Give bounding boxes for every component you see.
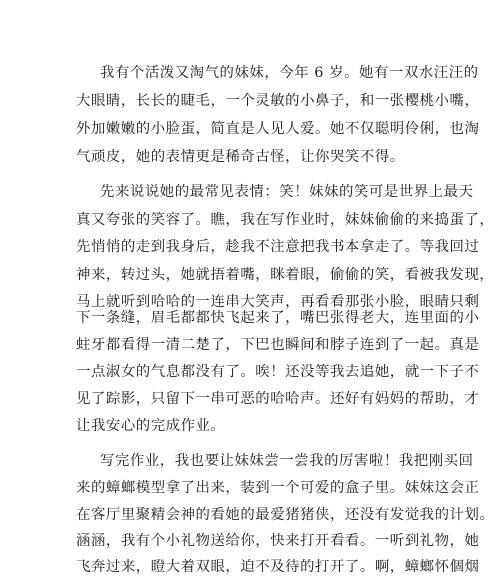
paragraph-1-line-2: 大眼睛，长长的睫毛，一个灵敏的小鼻子，和一张樱桃小嘴， [76,93,480,109]
paragraph-3-line-3: 在客厅里聚精会神的看她的最爱猪猪侠，还没有发觉我的计划。 [76,507,495,523]
paragraph-2-line-5: 马上就听到哈哈的一连串大笑声，再看看那张小脸，眼睛只剩 [76,294,480,310]
paragraph-1-line-3: 外加嫩嫩的小脸蛋，简直是人见人爱。她不仅聪明伶俐，也淘 [76,121,480,137]
paragraph-2-line-4: 神来，转过头，她就捂着嘴，眯着眼，偷偷的笑，看被我发现， [76,267,495,283]
paragraph-2-line-6: 下一条缝，眉毛都都快飞起来了，嘴巴张得老大，连里面的小 [76,310,480,326]
paragraph-2-line-3: 先悄悄的走到我身后，趁我不注意把我书本拿走了。等我回过 [76,239,480,255]
paragraph-3-line-2: 来的蟑螂模型拿了出来，装到一个可爱的盒子里。妹妹这会正 [76,480,480,496]
paragraph-2-line-2: 真又夸张的笑容了。瞧，我在写作业时，妹妹偷偷的来捣蛋了， [76,212,495,228]
paragraph-2-line-10: 让我安心的完成作业。 [76,418,226,434]
paragraph-2-line-9: 见了踪影，只留下一串可恶的哈哈声。还好有妈妈的帮助，才 [76,391,480,407]
paragraph-3-line-5: 飞奔过来，瞪大着双眼，迫不及待的打开了。啊，蟑螂怀個烟 [76,559,480,575]
paragraph-1-line-1: 我有个活泼又淘气的妹妹，今年 6 岁。她有一双水汪汪的 [100,65,479,81]
paragraph-2-line-1: 先来说说她的最常见表情：笑！妹妹的笑可是世界上最天 [100,184,474,200]
paragraph-2-line-7: 蛀牙都看得一清二楚了，下巴也瞬间和脖子连到了一起。真是 [76,337,480,353]
paragraph-3-line-1: 写完作业，我也要让妹妹尝一尝我的厉害啦！我把刚买回 [100,453,474,469]
paragraph-1-line-4: 气顽皮，她的表情更是稀奇古怪，让你哭笑不得。 [76,149,405,165]
paragraph-2-line-8: 一点淑女的气息都没有了。唉！还没等我去追她，就一下子不 [76,364,480,380]
paragraph-3-line-4: 涵涵，我有个小礼物送给你，快来打开看看。一听到礼物，她 [76,533,480,549]
